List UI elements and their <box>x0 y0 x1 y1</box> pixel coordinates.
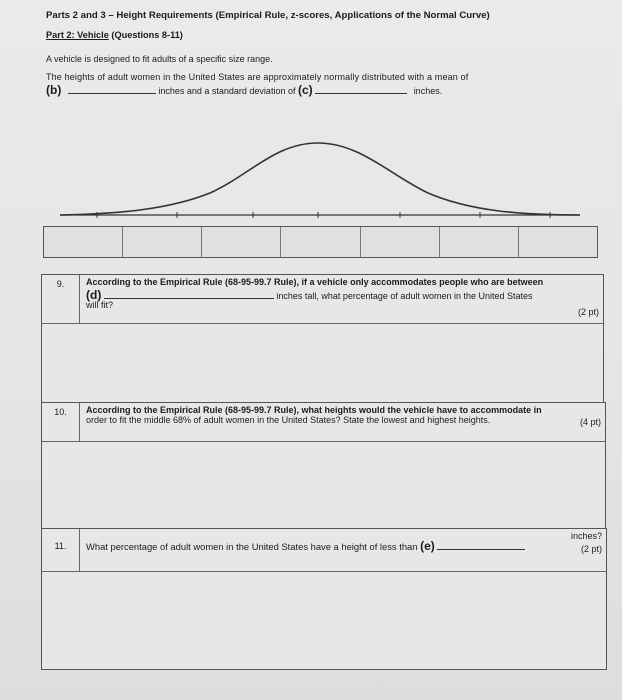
label-c: (c) <box>297 83 313 97</box>
question-11-table <box>41 528 607 670</box>
question-10-table <box>41 402 606 530</box>
label-e: (e) <box>420 539 435 553</box>
part-label: Part 2: Vehicle <box>46 30 109 40</box>
distribution-paragraph <box>46 72 586 97</box>
question-9-number: 9. <box>42 275 80 323</box>
question-9-line-2-text: inches tall, what percentage of adult women in the United States <box>276 291 533 301</box>
blank-d[interactable] <box>104 298 274 299</box>
question-10-number: 10. <box>42 403 80 441</box>
question-9-answer-area[interactable] <box>42 323 603 403</box>
text-b: inches and a standard deviation of <box>158 86 296 96</box>
question-9-line-2 <box>86 288 597 302</box>
label-box[interactable] <box>201 227 280 257</box>
label-b: (b) <box>46 83 62 97</box>
part-questions: (Questions 8-11) <box>111 30 183 40</box>
blank-e[interactable] <box>437 549 525 550</box>
question-10-answer-area[interactable] <box>42 441 605 529</box>
label-box[interactable] <box>280 227 359 257</box>
distribution-line-2 <box>46 83 586 97</box>
question-11-unit: inches? <box>570 531 602 541</box>
question-11-answer-area[interactable] <box>42 571 606 669</box>
question-10-text <box>86 405 599 425</box>
label-box[interactable] <box>122 227 201 257</box>
question-9-line-3: will fit? <box>86 300 114 310</box>
blank-b[interactable] <box>68 93 156 94</box>
part-heading <box>46 30 183 40</box>
question-10-line-1: According to the Empirical Rule (68-95-99.7 Rule), what heights would the vehicle have to accommodate in <box>86 405 542 415</box>
blank-c[interactable] <box>315 93 407 94</box>
question-10-header <box>42 403 605 442</box>
label-box[interactable] <box>439 227 518 257</box>
label-box[interactable] <box>44 227 122 257</box>
question-9-header <box>42 275 603 324</box>
label-box[interactable] <box>518 227 597 257</box>
question-11-prompt: What percentage of adult women in the United States have a height of less than <box>86 541 418 552</box>
question-10-line-2: order to fit the middle 68% of adult women in the United States? State the lowest and highest heights. <box>86 415 491 425</box>
question-10-points: (4 pt) <box>579 417 601 427</box>
intro-sentence: A vehicle is designed to fit adults of a specific size range. <box>46 54 273 64</box>
question-9-table <box>41 274 604 404</box>
curve-label-boxes <box>43 226 598 258</box>
question-11-text <box>86 539 600 553</box>
question-11-number: 11. <box>42 529 80 571</box>
question-11-header <box>42 529 606 572</box>
distribution-line-1: The heights of adult women in the United States are approximately normally distributed with a mean of <box>46 72 469 82</box>
question-11-points: (2 pt) <box>580 544 602 554</box>
normal-curve <box>60 135 580 225</box>
question-9-points: (2 pt) <box>577 307 599 317</box>
label-d: (d) <box>86 288 102 302</box>
question-9-text <box>86 277 597 310</box>
text-c: inches. <box>413 86 443 96</box>
label-box[interactable] <box>360 227 439 257</box>
page-title: Parts 2 and 3 – Height Requirements (Empirical Rule, z-scores, Applications of the Normal Curve) <box>46 10 490 21</box>
question-9-line-1: According to the Empirical Rule (68-95-99.7 Rule), if a vehicle only accommodates people who are between <box>86 277 544 287</box>
